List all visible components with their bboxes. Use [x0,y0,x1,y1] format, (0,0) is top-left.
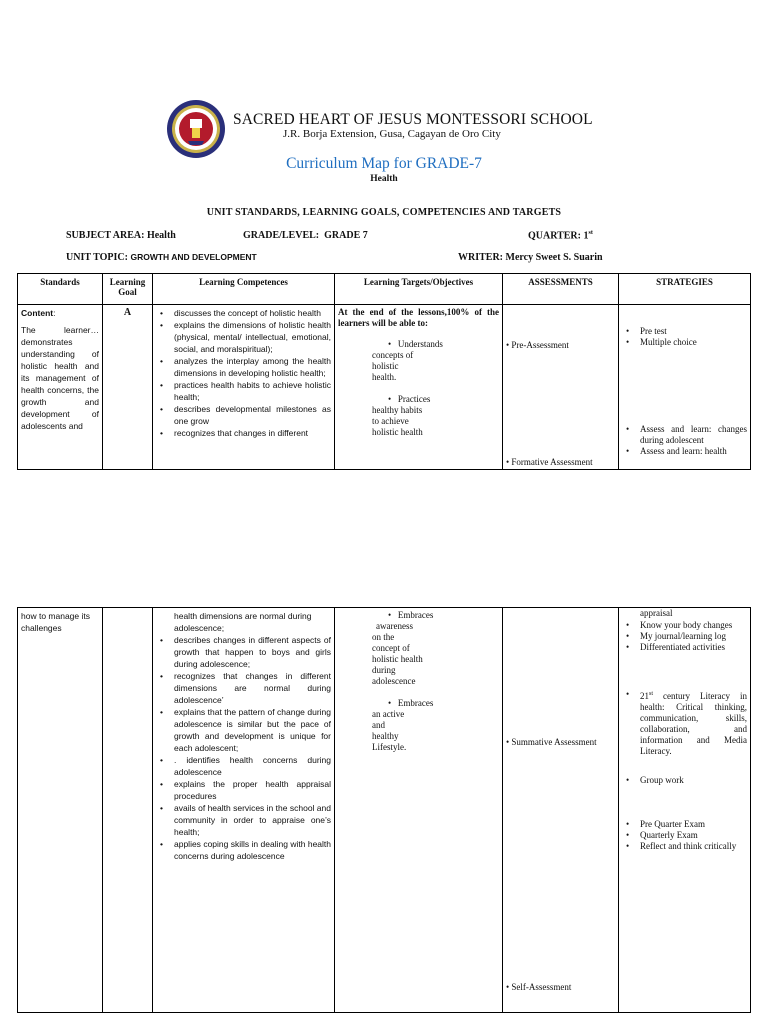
strategies-list [622,819,747,852]
curriculum-map-title: Curriculum Map for GRADE-7 [286,155,482,172]
target-line: to achieve [372,416,409,426]
list-item: • Reflect and think critically [622,841,747,852]
assessment-item: • Formative Assessment [506,457,593,467]
col-header-competences: Learning Competences [153,274,335,305]
standards-text: how to manage its challenges [21,611,90,633]
target-line: awareness [376,621,413,631]
target-line: concept of [372,643,410,653]
list-item: • describes developmental milestones as one grow [156,403,331,427]
learning-goal-cell [103,305,153,470]
standards-cell [18,608,103,1013]
target-line: healthy [372,731,399,741]
standards-heading: Content: [21,308,56,318]
unit-topic [66,252,257,263]
quarter-sup: st [588,230,593,236]
subject-area-label: SUBJECT AREA: [66,230,145,241]
list-item: • describes changes in different aspects of growth that happen to boys and girls during adolescence; [156,634,331,670]
list-item: • practices health habits to achieve holistic health; [156,379,331,403]
target-line: on the [372,632,395,642]
assessment-item: • Summative Assessment [506,737,597,747]
writer [458,252,603,263]
col-header-targets: Learning Targets/Objectives [335,274,503,305]
list-item: • analyzes the interplay among the health dimensions in developing holistic health; [156,355,331,379]
col-header-assessments: ASSESSMENTS [503,274,619,305]
competence-continued: health dimensions are normal during adolescence; [174,611,312,633]
target-line: during [372,665,396,675]
subject-area [66,230,176,241]
grade-level [243,230,368,241]
list-item: • applies coping skills in dealing with health concerns during adolescence [156,838,331,862]
learning-goal-cell [103,608,153,1013]
strategies-cell [619,608,751,1013]
school-seal-logo [166,99,226,159]
strategies-list [622,424,747,457]
grade-level-value: GRADE 7 [324,230,368,241]
assessments-cell [503,305,619,470]
subject-subtitle: Health [370,174,398,184]
list-item: • My journal/learning log [622,631,747,642]
target-item: • Understands [388,339,443,349]
col-header-standards: Standards [18,274,103,305]
literacy-sup: st [649,691,654,697]
target-line: concepts of [372,350,414,360]
target-line: adolescence [372,676,416,686]
target-item: • Practices [388,394,431,404]
table-row [18,305,751,470]
strategies-list [622,620,747,653]
quarter-label: QUARTER: 1 [528,230,589,242]
standards-cell [18,305,103,470]
writer-label: WRITER: [458,252,504,263]
targets-cell [335,608,503,1013]
target-line: holistic health [372,654,423,664]
assessment-item: • Pre-Assessment [506,340,569,350]
unit-topic-label: UNIT TOPIC: [66,252,128,263]
strategies-list [622,689,747,757]
list-item: • Assess and learn: changes during adolescent [622,424,747,446]
strategy-continued: appraisal [640,608,673,618]
assessment-item: • Self-Assessment [506,982,572,992]
list-item: • Group work [622,775,747,786]
curriculum-table-page1 [17,273,751,470]
school-address: J.R. Borja Extension, Gusa, Cagayan de Oro City [283,128,501,140]
list-item: • Know your body changes [622,620,747,631]
list-item: • discusses the concept of holistic health [156,307,331,319]
learning-goal-value: A [123,307,132,318]
strategies-list [622,326,747,348]
col-header-learning-goal: Learning Goal [103,274,153,305]
strategies-cell [619,305,751,470]
unit-standards-heading: UNIT STANDARDS, LEARNING GOALS, COMPETENCIES AND TARGETS [206,207,562,218]
grade-level-label: GRADE/LEVEL: [243,230,320,241]
targets-intro: At the end of the lessons,100% of the learners will be able to: [338,307,499,328]
list-item: • explains the proper health appraisal procedures [156,778,331,802]
list-item: • . identifies health concerns during adolescence [156,754,331,778]
list-item: • recognizes that changes in different [156,427,331,439]
standards-text: The learner… demonstrates understanding of holistic health and its management of health concerns, the growth and development of adolescents and [21,325,99,431]
list-item: • recognizes that changes in different dimensions are normal during adolescence’ [156,670,331,706]
target-item: • Embraces [388,610,434,620]
list-item: • Quarterly Exam [622,830,747,841]
competences-list [156,634,331,862]
competences-cell [153,608,335,1013]
table-header-row [18,274,751,305]
list-item: • explains the dimensions of holistic health (physical, mental/ intellectual, emotional, social, and moralspiritual); [156,319,331,355]
col-header-strategies: STRATEGIES [619,274,751,305]
list-item: • explains that the pattern of change during adolescence is similar but the pace of growth and development is unique for each adolescent; [156,706,331,754]
school-name: SACRED HEART OF JESUS MONTESSORI SCHOOL [233,111,593,128]
list-item: • Differentiated activities [622,642,747,653]
subject-area-value: Health [146,230,176,241]
writer-value: Mercy Sweet S. Suarin [505,252,603,263]
literacy-text: century Literacy in health: Critical thinking, communication, skills, collaboration, and information and Media Literacy. [640,691,747,756]
target-line: an active [372,709,405,719]
target-item: • Embraces [388,698,434,708]
competences-list [156,307,331,439]
target-line: health. [372,372,397,382]
list-item: • Pre test [622,326,747,337]
curriculum-table-page2 [17,607,751,1013]
target-line: healthy habits [372,405,423,415]
literacy-number: 21 [640,691,649,701]
list-item: • Assess and learn: health [622,446,747,457]
target-line: holistic [372,361,399,371]
target-line: holistic health [372,427,423,437]
quarter [528,230,593,241]
list-item: • Pre Quarter Exam [622,819,747,830]
list-item: • Multiple choice [622,337,747,348]
targets-cell [335,305,503,470]
target-line: and [372,720,385,730]
competences-cell [153,305,335,470]
table-row [18,608,751,1013]
list-item: • avails of health services in the school and community in order to appraise one’s health; [156,802,331,838]
unit-topic-value: GROWTH AND DEVELOPMENT [130,252,257,262]
strategies-list [622,775,747,786]
list-item [622,689,747,757]
target-line: Lifestyle. [372,742,407,752]
assessments-cell [503,608,619,1013]
